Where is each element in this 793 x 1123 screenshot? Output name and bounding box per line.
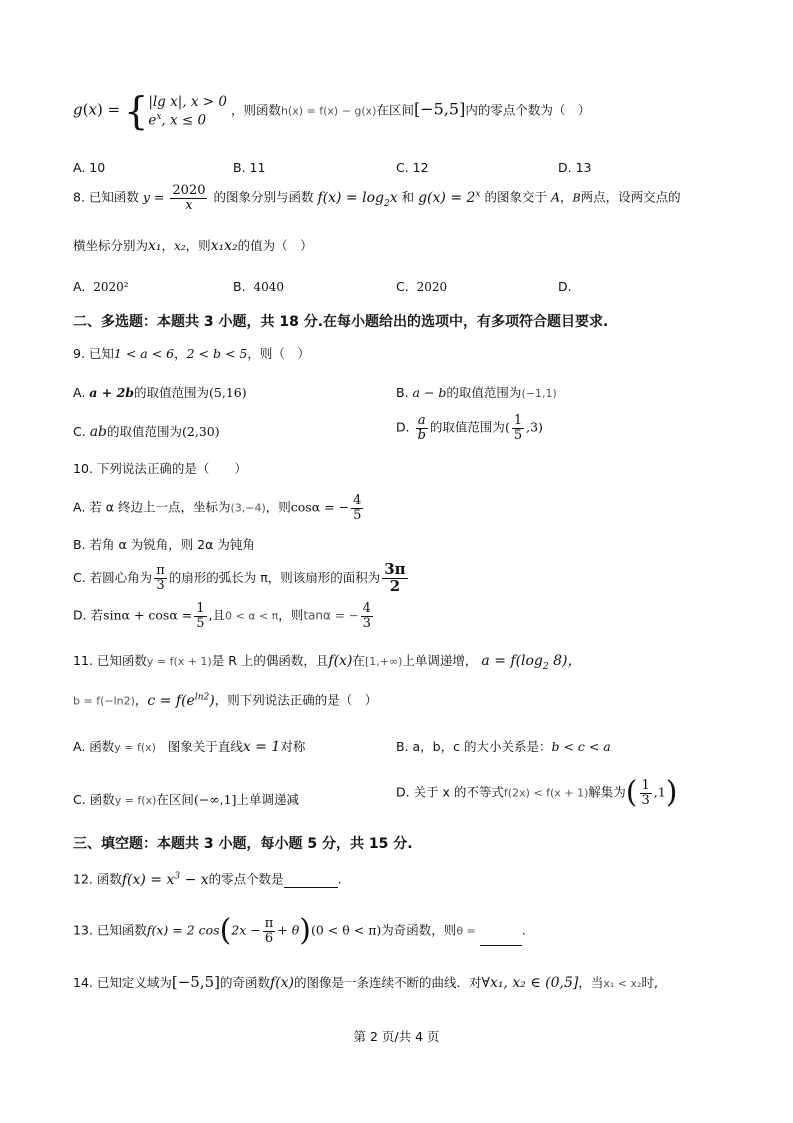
q8-option-a[interactable]: A. 2020² bbox=[73, 279, 129, 294]
q8-option-c[interactable]: C. 2020 bbox=[396, 279, 448, 294]
page-footer: 第 2 页/共 4 页 bbox=[353, 1029, 440, 1044]
q11-option-d[interactable]: D. 关于 x 的不等式f(2x) < f(x + 1)解集为( $\frac{1}{3}$ ,1) bbox=[396, 775, 678, 810]
q11-option-c[interactable]: C. 函数y = f(x)在区间(−∞,1]上单调递减 bbox=[73, 792, 299, 807]
section-2-heading: 二、多选题：本题共 3 小题，共 18 分.在每小题给出的选项中，有多项符合题目要求. bbox=[73, 314, 609, 330]
q13-answer-blank[interactable] bbox=[480, 933, 522, 946]
q10-option-b[interactable]: B. 若角 α 为锐角，则 2α 为钝角 bbox=[73, 537, 255, 552]
q12-stem: 12. 函数$f(x) = x^3 - x$的零点个数是 . bbox=[73, 871, 342, 888]
q10-stem: 10. 下列说法正确的是（ ） bbox=[73, 461, 247, 476]
q8-option-b[interactable]: B. 4040 bbox=[233, 279, 285, 294]
q7-option-a[interactable]: A. 10 bbox=[73, 160, 106, 175]
q8-fraction: $\frac{2020}{x}$ bbox=[172, 183, 206, 213]
q11-option-b[interactable]: B. a，b，c 的大小关系是：b < c < a bbox=[396, 739, 611, 754]
q8-option-d[interactable]: D. bbox=[558, 279, 572, 294]
q9-stem: 9. 已知1 < a < 6，2 < b < 5，则（ ） bbox=[73, 346, 310, 361]
q9-option-a[interactable]: A. a + 2b的取值范围为(5,16) bbox=[73, 385, 247, 400]
q10-option-c[interactable]: C. 若圆心角为 $\frac{\pi}{3}$ 的扇形的弧长为 π，则该扇形的面积为 $\frac{3\pi}{2}$ bbox=[73, 560, 406, 595]
piecewise-cases: |lg x|, x > 0 $e^x$, x ≤ 0 bbox=[148, 93, 227, 129]
q8-stem: 8. 已知函数 y = $\frac{2020}{x}$ 的图象分别与函数 $f(x) = \log_2x$ 和 $g(x) = 2^x$ 的图象交于 A，B两点，设两交点的 bbox=[73, 183, 681, 213]
q10-option-d[interactable]: D. 若sinα + cosα = $\frac{1}{5}$ ,且0 < α < π，则tanα = − $\frac{4}{3}$ bbox=[73, 601, 371, 631]
q7-option-b[interactable]: B. 11 bbox=[233, 160, 266, 175]
q11-stem: 11. 已知函数y = f(x + 1)是 R 上的偶函数，且f(x)在[1,+∞)上单调递增， $a = f(\log_2$ 8)， bbox=[73, 653, 582, 672]
q7-stem: g(x) = { |lg x|, x > 0 $e^x$, x ≤ 0 ，则函数h(x) = f(x) − g(x)在区间[−5,5]内的零点个数为（ ） bbox=[73, 89, 591, 133]
g-function-label: g bbox=[73, 100, 83, 119]
q7-option-d[interactable]: D. 13 bbox=[558, 160, 592, 175]
q10-option-a[interactable]: A. 若 α 终边上一点，坐标为(3,−4)，则cosα = − $\frac{4}{5}$ bbox=[73, 493, 362, 523]
q11-stem-line2: b = f(−ln2)，$c = f(e^{ln2})$，则下列说法正确的是（ ） bbox=[73, 692, 378, 709]
q7-option-c[interactable]: C. 12 bbox=[396, 160, 429, 175]
q11-option-a[interactable]: A. 函数y = f(x) 图象关于直线x = 1对称 bbox=[73, 739, 306, 755]
q9-option-b[interactable]: B. a − b的取值范围为(−1,1) bbox=[396, 385, 557, 400]
piecewise-brace: { bbox=[124, 89, 149, 133]
q13-stem: 13. 已知函数f(x) = 2 cos(2x − $\frac{\pi}{6}$ + θ)(0 < θ < π)为奇函数，则θ = . bbox=[73, 913, 526, 948]
q12-answer-blank[interactable] bbox=[284, 875, 338, 888]
q9-option-d[interactable]: D. $\frac{a}{b}$ 的取值范围为( $\frac{1}{5}$ ,3) bbox=[396, 413, 543, 443]
q9-option-c[interactable]: C. ab的取值范围为(2,30) bbox=[73, 424, 220, 440]
q8-stem-line2: 横坐标分别为x₁，x₂，则x₁x₂的值为（ ） bbox=[73, 238, 313, 254]
q14-stem: 14. 已知定义域为[−5,5]的奇函数f(x)的图像是一条连续不断的曲线．对∀x₁, x₂ ∈ (0,5]，当x₁ < x₂时, bbox=[73, 973, 658, 991]
section-3-heading: 三、填空题：本题共 3 小题，每小题 5 分，共 15 分. bbox=[73, 836, 413, 852]
